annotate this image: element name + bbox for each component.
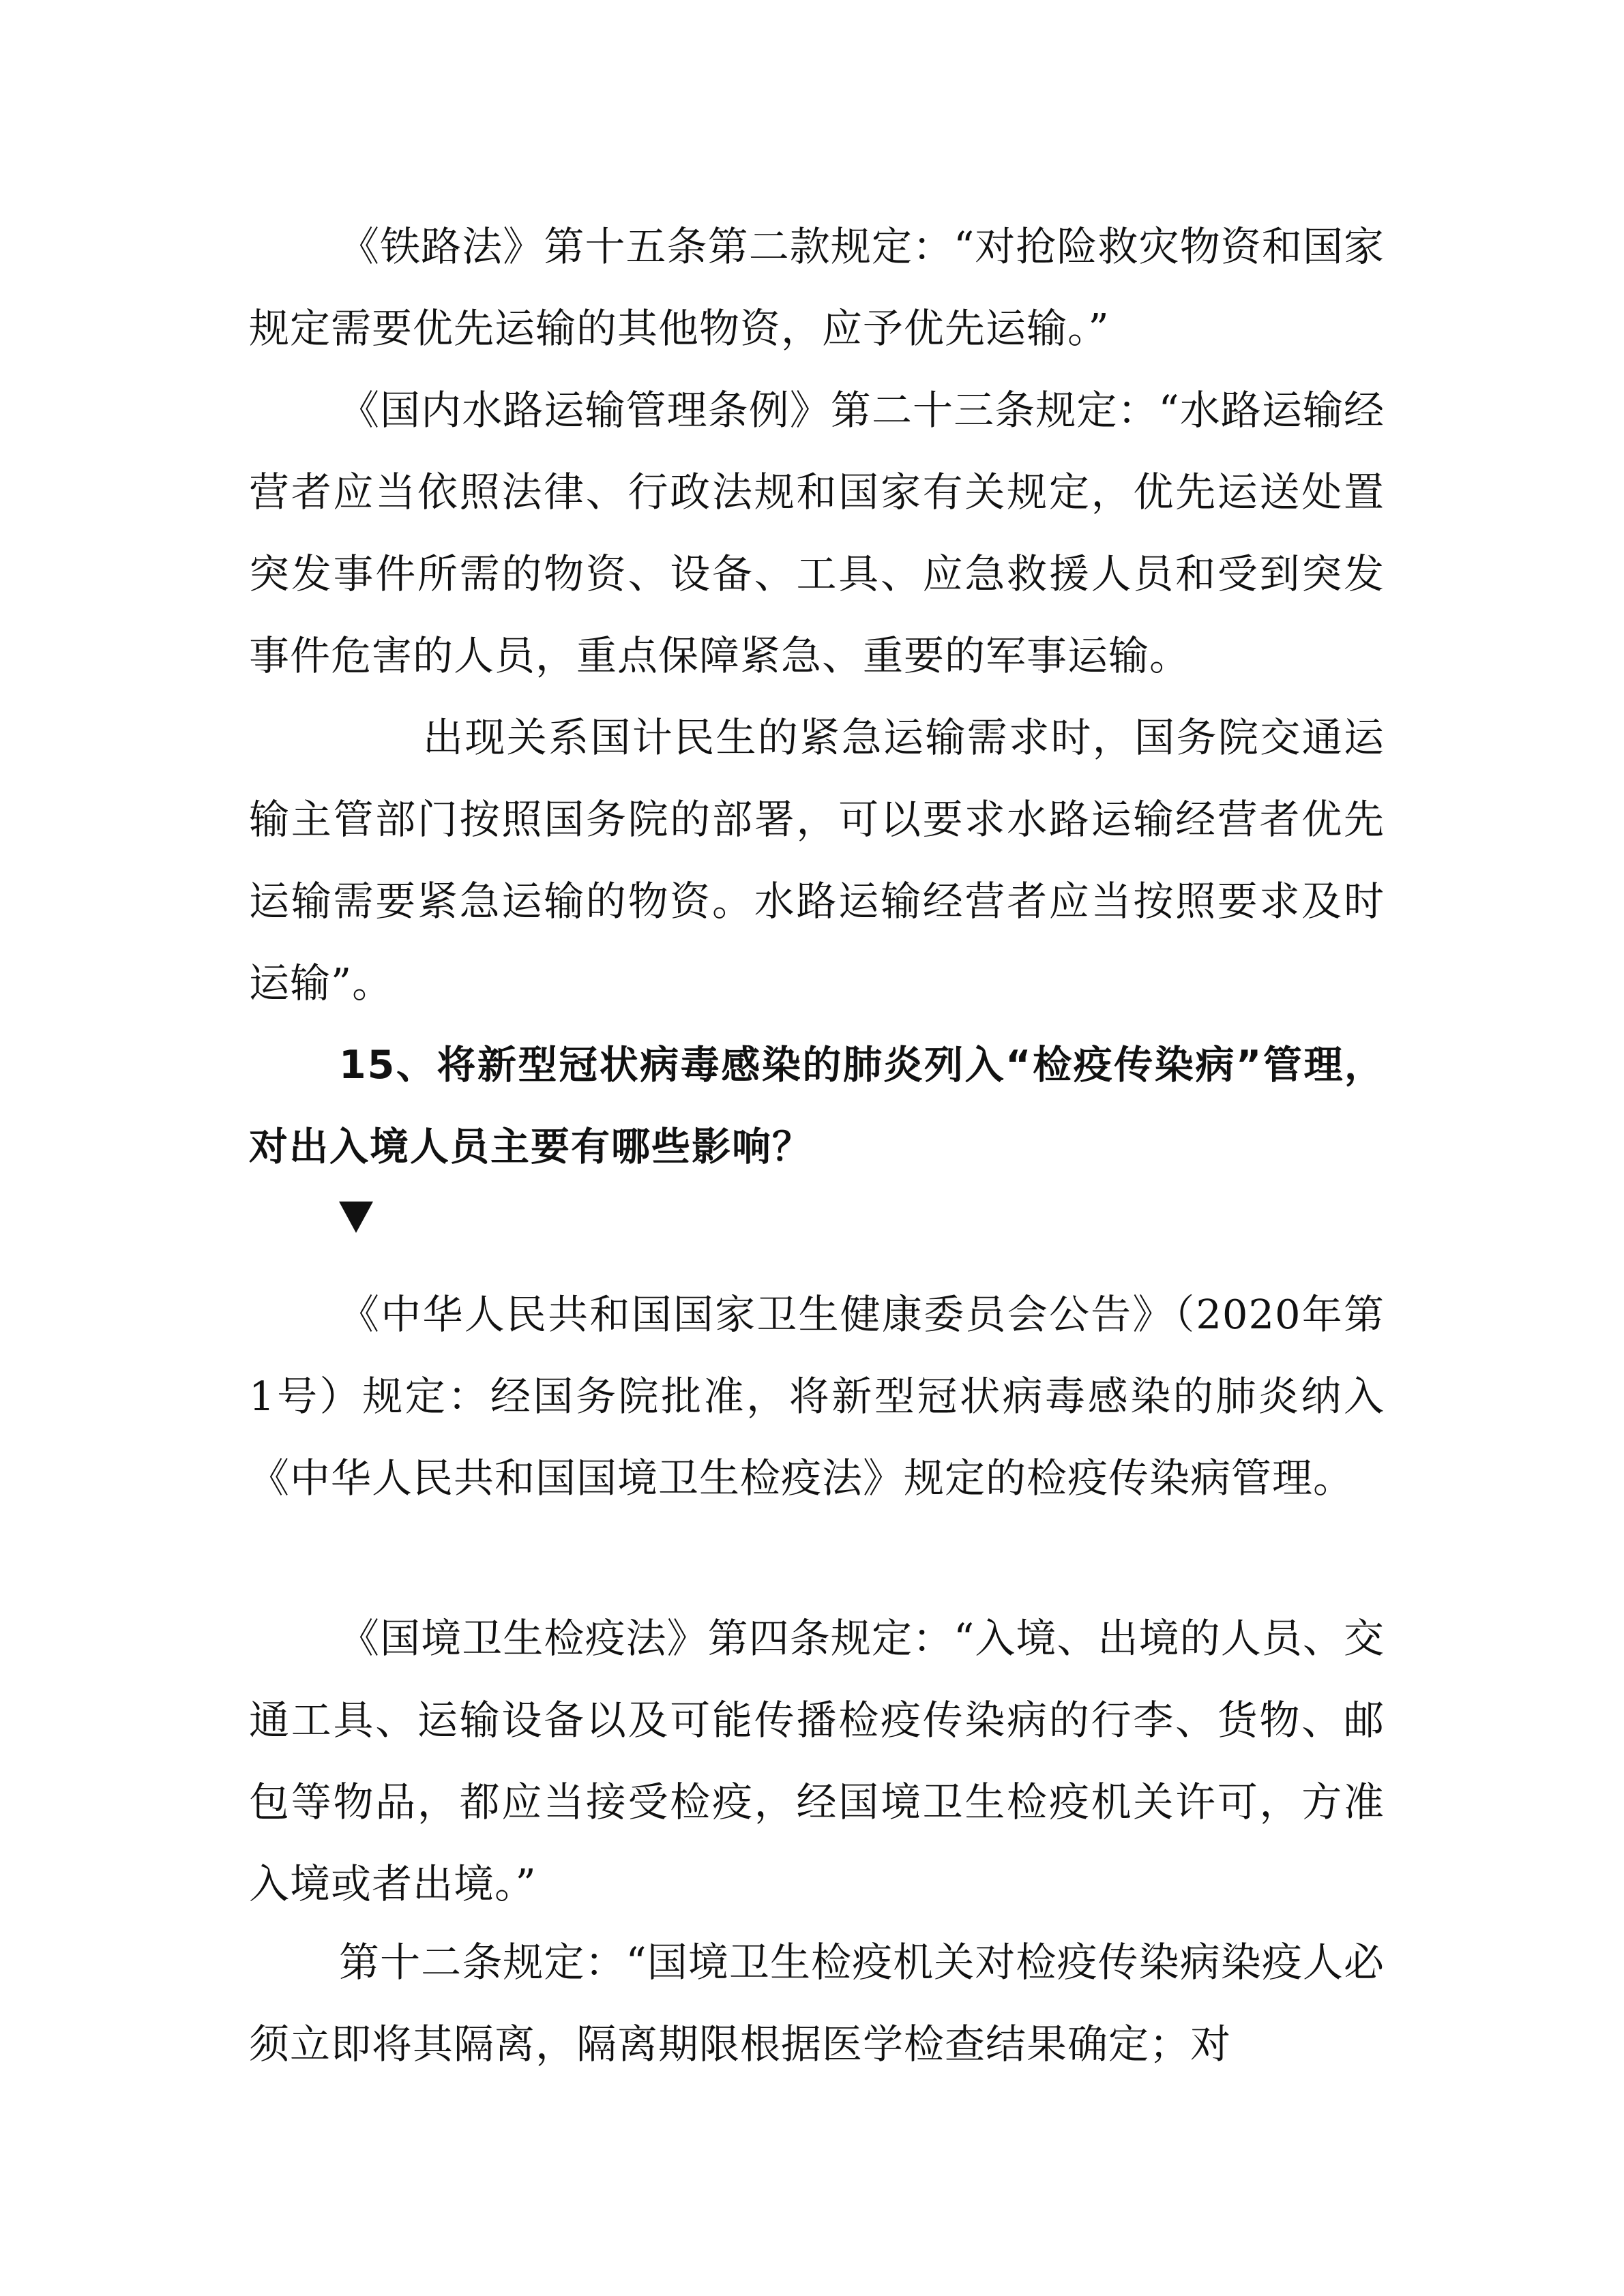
paragraph-railway-law: 《铁路法》第十五条第二款规定：“对抢险救灾物资和国家规定需要优先运输的其他物资，应予优先运输。” (249, 223, 1385, 352)
paragraph-waterway-regulation: 《国内水路运输管理条例》第二十三条规定：“水路运输经营者应当依照法律、行政法规和国家有关规定，优先运送处置突发事件所需的物资、设备、工具、应急救援人员和受到突发事件危害的人员，重点保障紧急、重要的军事运输。 (249, 387, 1385, 679)
paragraph-health-commission-notice: 《中华人民共和国国家卫生健康委员会公告》（2020年第1号）规定：经国务院批准，将新型冠状病毒感染的肺炎纳入《中华人民共和国国境卫生检疫法》规定的检疫传染病管理。 (249, 1291, 1385, 1502)
paragraph-border-quarantine-art4: 《国境卫生检疫法》第四条规定：“入境、出境的人员、交通工具、运输设备以及可能传播检疫传染病的行李、货物、邮包等物品，都应当接受检疫，经国境卫生检疫机关许可，方准入境或者出境。” (249, 1615, 1385, 1907)
paragraph-border-quarantine-art12: 第十二条规定：“国境卫生检疫机关对检疫传染病染疫人必须立即将其隔离，隔离期限根据医学检查结果确定；对 (249, 1939, 1385, 2068)
down-triangle-icon (339, 1202, 373, 1233)
section-heading-15: 15、将新型冠状病毒感染的肺炎列入“检疫传染病”管理，对出入境人员主要有哪些影响？ (249, 1043, 1385, 1169)
paragraph-emergency-transport: 出现关系国计民生的紧急运输需求时，国务院交通运输主管部门按照国务院的部署，可以要求水路运输经营者优先运输需要紧急运输的物资。水路运输经营者应当按照要求及时运输”。 (249, 714, 1385, 1007)
